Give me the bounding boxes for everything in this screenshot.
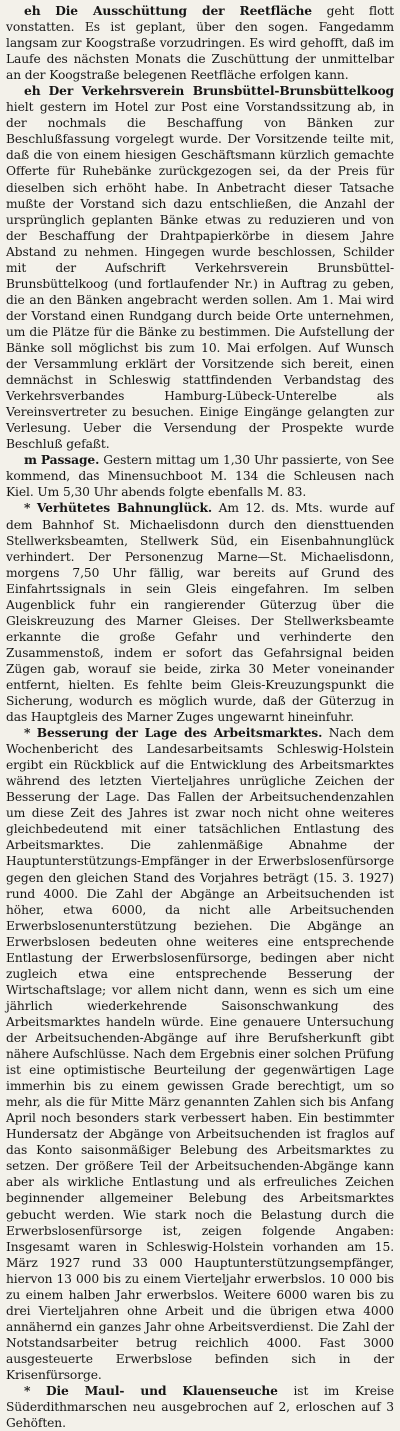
article-marker: eh <box>24 3 41 18</box>
article-body: Am 12. ds. Mts. wurde auf dem Bahnhof St. Michaelisdonn durch den diensttuenden Stellwerksbeamten, Stellwerk Süd, ein Eisenbahnunglück verhindert. Der Personenzug Marne—St. Michaelisdonn, morgens 7,50 Uhr fällig, war bereits auf Grund des Einfahrtssignals in sein Gleis eingefahren. Im selben Augenblick fuhr ein rangierender Güterzug über die Gleiskreuzung des Marner Gleises. Der Stellwerksbeamte erkannte die große Gefahr und verhinderte den Zusammenstoß, indem er sofort das Gefahrsignal beiden Zügen gab, worauf sie beide, zirka 30 Meter voneinander entfernt, hielten. Es fehlte beim Gleis-Kreuzungspunkt die Sicherung, wodurch es möglich wurde, daß der Güterzug in das Hauptgleis des Marner Zuges ungewarnt hineinfuhr. <box>6 501 394 725</box>
article-headline: Verhütetes Bahnunglück. <box>36 500 213 516</box>
article-bahnunglueck <box>6 500 394 725</box>
article-headline: Der Verkehrsverein Brunsbüttel-Brunsbüttelkoog <box>48 83 395 99</box>
article-marker: * <box>24 725 31 741</box>
article-verkehrsverein <box>6 83 394 452</box>
article-headline: Besserung der Lage des Arbeitsmarktes. <box>36 725 323 741</box>
article-body: geht flott vonstatten. Es ist geplant, über den sogen. Fangedamm langsam zur Koogstraße vorzudringen. Es wird gehofft, daß im Laufe des nächsten Monats die Zuschüttung der unmittelbar an der Koogstraße belegenen Reetfläche erfolgen kann. <box>6 4 394 83</box>
article-body: Gestern mittag um 1,30 Uhr passierte, von See kommend, das Minensuchboot M. 134 die Schleusen nach Kiel. Um 5,30 Uhr abends folgte ebenfalls M. 83. <box>6 453 395 500</box>
article-headline: Die Ausschüttung der Reetfläche <box>55 3 312 18</box>
article-marker: eh <box>24 83 41 99</box>
article-maul-klauenseuche <box>6 1383 394 1431</box>
article-body: Nach dem Wochenbericht des Landesarbeitsamts Schleswig-Holstein ergibt ein Rückblick auf die Entwicklung des Arbeitsmarktes während des letzten Vierteljahres unrügliche Zeichen der Besserung der Lage. Das Fallen der Arbeitsuchendenzahlen um diese Zeit des Jahres ist zwar noch nicht ohne weiteres gleichbedeutend mit einer tatsächlichen Entlastung des Arbeitsmarktes. Die zahlenmäßige Abnahme der Hauptunterstützungs-Empfänger in der Erwerbslosenfürsorge gegen den gleichen Stand des Vorjahres beträgt (15. 3. 1927) rund 4000. Die Zahl der Abgänge an Arbeitsuchenden ist höher, etwa 6000, da nicht alle Arbeitsuchenden Erwerbslosenunterstützung beziehen. Die Abgänge an Erwerbslosen bedeuten ohne weiteres eine entsprechende Entlastung der Erwerbslosenfürsorge, bedingen aber nicht zugleich etwa eine entsprechende Besserung der Wirtschaftslage; vor allem nicht dann, wenn es sich um eine jährlich wiederkehrende Saisonschwankung des Arbeitsmarktes handeln würde. Eine genauere Untersuchung der Arbeitsuchenden-Abgänge auf ihre Berufsherkunft gibt nähere Aufschlüsse. Nach dem Ergebnis einer solchen Prüfung ist eine optimistische Beurteilung der gegenwärtigen Lage immerhin bis zu einem gewissen Grade berechtigt, um so mehr, als die für Mitte März genannten Zahlen sich bis Anfang April noch besonders stark verbessert haben. Ein bestimmter Hundersatz der Abgänge von Arbeitsuchenden ist fraglos auf das Konto saisonmäßiger Belebung des Arbeitsmarktes zu setzen. Der größere Teil der Arbeitsuchenden-Abgänge kann aber als wirkliche Entlastung und als erfreuliches Zeichen beginnender allgemeiner Belebung des Arbeitsmarktes gebucht werden. Wie stark noch die Belastung durch die Erwerbslosenfürsorge ist, zeigen folgende Angaben: Insgesamt waren in Schleswig-Holstein vorhanden am 15. März 1927 rund 33 000 Hauptunterstützungsempfänger, hiervon 13 000 bis zu einem Vierteljahr erwerbslos. 10 000 bis zu einem halben Jahr erwerbslos. Weitere 6000 waren bis zu drei Vierteljahren ohne Arbeit und die übrigen etwa 4000 annähernd ein ganzes Jahr ohne Arbeitsverdienst. Die Zahl der Notstandsarbeiter betrug reichlich 4000. Fast 3000 ausgesteuerte Erwerbslose befinden sich in der Krisenfürsorge. <box>6 726 394 1382</box>
article-marker: m <box>24 452 37 468</box>
article-passage <box>6 452 394 500</box>
article-body: hielt gestern im Hotel zur Post eine Vorstandssitzung ab, in der nochmals die Beschaffung von Bänken zur Beschlußfassung vorgelegt wurde. Der Vorsitzende teilte mit, daß die von einem hiesigen Geschäftsmann kürzlich gemachte Offerte für Ruhebänke zurückgezogen sei, da der Preis für dieselben sich erhöht habe. In Anbetracht dieser Tatsache mußte der Vorstand sich dazu entschließen, die Anzahl der ursprünglich geplanten Bänke etwas zu reduzieren und von der Beschaffung der Drahtpapierkörbe in diesem Jahre Abstand zu nehmen. Hingegen wurde beschlossen, Schilder mit der Aufschrift Verkehrsverein Brunsbüttel-Brunsbüttelkoog (und fortlaufender Nr.) in Auftrag zu geben, die an den Bänken angebracht werden sollen. Am 1. Mai wird der Vorstand einen Rundgang durch beide Orte unternehmen, um die Plätze für die Bänke zu bestimmen. Die Aufstellung der Bänke soll möglichst bis zum 10. Mai erfolgen. Auf Wunsch der Versammlung erklärt der Vorsitzende sich bereit, einen demnächst in Schleswig stattfindenden Verbandstag des Verkehrsverbandes Hamburg-Lübeck-Unterelbe als Vereinsvertreter zu besuchen. Einige Eingänge gelangten zur Verlesung. Ueber die Versendung der Prospekte wurde Beschluß gefaßt. <box>6 100 394 452</box>
article-reetflaeche <box>6 3 394 83</box>
article-marker: * <box>24 1383 31 1399</box>
article-headline: Passage. <box>40 452 100 468</box>
article-arbeitsmarkt <box>6 725 394 1383</box>
article-marker: * <box>24 500 31 516</box>
local-news-column <box>6 3 394 1431</box>
article-body: ist im Kreise Süderdithmarschen neu ausgebrochen auf 2, erloschen auf 3 Gehöften. <box>6 1384 395 1431</box>
article-headline: Die Maul- und Klauenseuche <box>45 1383 278 1399</box>
